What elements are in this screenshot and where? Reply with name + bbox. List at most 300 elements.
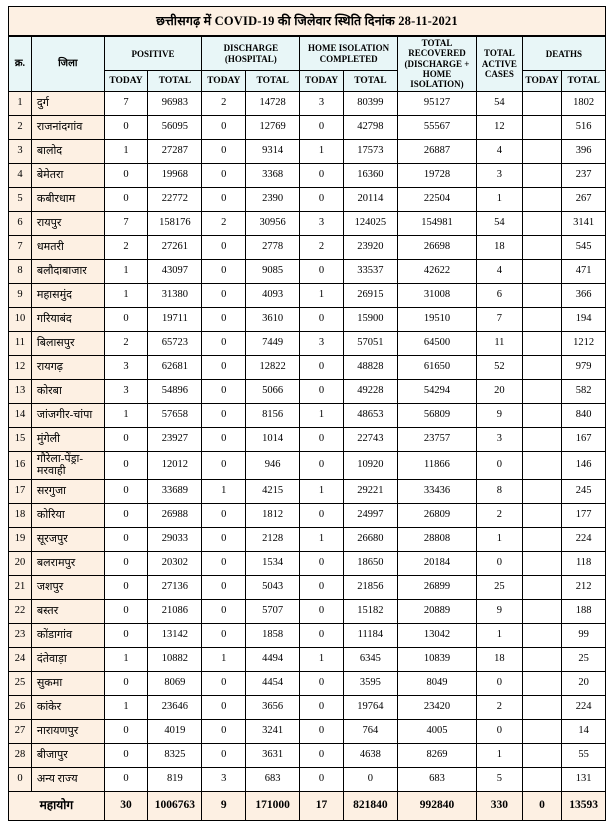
row-active: 1 [477, 187, 523, 211]
row-recovered: 4005 [397, 720, 476, 744]
row-discharge-total: 30956 [246, 211, 300, 235]
row-home-today: 0 [300, 355, 344, 379]
row-positive-total: 21086 [148, 600, 202, 624]
row-recovered: 23757 [397, 427, 476, 451]
row-active: 54 [477, 211, 523, 235]
row-deaths-total: 99 [562, 624, 606, 648]
row-discharge-total: 14728 [246, 91, 300, 115]
row-recovered: 26698 [397, 235, 476, 259]
row-home-today: 0 [300, 768, 344, 792]
row-recovered: 20889 [397, 600, 476, 624]
row-positive-total: 56095 [148, 115, 202, 139]
grand-total-discharge-total: 171000 [246, 792, 300, 821]
row-discharge-today: 0 [202, 403, 246, 427]
row-discharge-today: 0 [202, 552, 246, 576]
row-home-today: 1 [300, 528, 344, 552]
row-positive-today: 0 [104, 576, 148, 600]
row-discharge-today: 1 [202, 648, 246, 672]
row-deaths-total: 979 [562, 355, 606, 379]
row-sr: 9 [9, 283, 32, 307]
row-sr: 24 [9, 648, 32, 672]
row-sr: 13 [9, 379, 32, 403]
header-sr: क्र. [9, 37, 32, 92]
row-deaths-today [522, 91, 562, 115]
row-home-today: 1 [300, 403, 344, 427]
header-positive-today: TODAY [104, 71, 148, 91]
table-row [9, 307, 606, 331]
row-home-total: 16360 [343, 163, 397, 187]
row-deaths-total: 3141 [562, 211, 606, 235]
row-positive-today: 1 [104, 259, 148, 283]
row-positive-today: 0 [104, 600, 148, 624]
table-row [9, 504, 606, 528]
row-home-total: 19764 [343, 696, 397, 720]
row-discharge-total: 4093 [246, 283, 300, 307]
row-discharge-today: 2 [202, 91, 246, 115]
row-deaths-total: 25 [562, 648, 606, 672]
row-deaths-total: 545 [562, 235, 606, 259]
row-discharge-total: 2390 [246, 187, 300, 211]
row-recovered: 20184 [397, 552, 476, 576]
row-home-today: 0 [300, 379, 344, 403]
row-home-today: 0 [300, 624, 344, 648]
row-home-total: 4638 [343, 744, 397, 768]
row-deaths-total: 267 [562, 187, 606, 211]
row-discharge-total: 12769 [246, 115, 300, 139]
table-row [9, 451, 606, 479]
table-row [9, 379, 606, 403]
row-discharge-today: 0 [202, 115, 246, 139]
row-home-total: 17573 [343, 139, 397, 163]
row-active: 12 [477, 115, 523, 139]
row-sr: 6 [9, 211, 32, 235]
table-row [9, 576, 606, 600]
row-district: बेमेतरा [31, 163, 104, 187]
header-positive-total: TOTAL [148, 71, 202, 91]
row-deaths-today [522, 283, 562, 307]
row-positive-total: 26988 [148, 504, 202, 528]
row-deaths-today [522, 139, 562, 163]
row-recovered: 26899 [397, 576, 476, 600]
row-discharge-today: 0 [202, 696, 246, 720]
header-total-active: TOTAL ACTIVE CASES [477, 37, 523, 92]
grand-total-recovered: 992840 [397, 792, 476, 821]
row-district: जांजगीर-चांपा [31, 403, 104, 427]
row-district: सरगुजा [31, 480, 104, 504]
row-positive-total: 23646 [148, 696, 202, 720]
row-deaths-total: 194 [562, 307, 606, 331]
row-deaths-total: 366 [562, 283, 606, 307]
page-title: छत्तीसगढ़ में COVID-19 की जिलेवार स्थिति दिनांक 28-11-2021 [8, 6, 606, 36]
grand-total-discharge-today: 9 [202, 792, 246, 821]
row-district: गौरेला-पेंड्रा-मरवाही [31, 451, 104, 479]
row-home-today: 0 [300, 600, 344, 624]
row-district: बिलासपुर [31, 331, 104, 355]
row-discharge-today: 0 [202, 379, 246, 403]
row-district: बस्तर [31, 600, 104, 624]
row-recovered: 23420 [397, 696, 476, 720]
row-recovered: 683 [397, 768, 476, 792]
row-deaths-total: 396 [562, 139, 606, 163]
row-home-today: 0 [300, 672, 344, 696]
row-deaths-total: 212 [562, 576, 606, 600]
row-active: 3 [477, 163, 523, 187]
row-recovered: 54294 [397, 379, 476, 403]
row-active: 5 [477, 768, 523, 792]
row-sr: 14 [9, 403, 32, 427]
row-home-total: 49228 [343, 379, 397, 403]
grand-total-label: महायोग [9, 792, 105, 821]
row-deaths-today [522, 187, 562, 211]
row-discharge-total: 7449 [246, 331, 300, 355]
row-recovered: 64500 [397, 331, 476, 355]
row-discharge-total: 5066 [246, 379, 300, 403]
row-district: सूरजपुर [31, 528, 104, 552]
row-home-total: 26915 [343, 283, 397, 307]
row-sr: 19 [9, 528, 32, 552]
row-positive-total: 54896 [148, 379, 202, 403]
row-discharge-total: 4494 [246, 648, 300, 672]
row-deaths-total: 582 [562, 379, 606, 403]
row-deaths-today [522, 331, 562, 355]
row-deaths-total: 1212 [562, 331, 606, 355]
row-deaths-total: 224 [562, 528, 606, 552]
table-foot [9, 792, 606, 821]
row-sr: 23 [9, 624, 32, 648]
row-positive-total: 158176 [148, 211, 202, 235]
row-home-today: 0 [300, 720, 344, 744]
row-positive-total: 31380 [148, 283, 202, 307]
row-deaths-today [522, 624, 562, 648]
row-discharge-total: 4215 [246, 480, 300, 504]
row-discharge-today: 0 [202, 528, 246, 552]
row-district: कांकेर [31, 696, 104, 720]
row-recovered: 28808 [397, 528, 476, 552]
row-recovered: 31008 [397, 283, 476, 307]
row-recovered: 95127 [397, 91, 476, 115]
row-discharge-today: 3 [202, 768, 246, 792]
row-sr: 18 [9, 504, 32, 528]
table-row [9, 528, 606, 552]
row-discharge-today: 0 [202, 259, 246, 283]
row-deaths-today [522, 576, 562, 600]
row-active: 18 [477, 235, 523, 259]
row-active: 4 [477, 259, 523, 283]
table-row [9, 259, 606, 283]
row-discharge-today: 0 [202, 672, 246, 696]
row-home-total: 764 [343, 720, 397, 744]
row-sr: 7 [9, 235, 32, 259]
row-home-total: 0 [343, 768, 397, 792]
row-sr: 27 [9, 720, 32, 744]
row-home-today: 0 [300, 504, 344, 528]
grand-total-row [9, 792, 606, 821]
row-deaths-total: 224 [562, 696, 606, 720]
row-district: गरियाबंद [31, 307, 104, 331]
row-home-total: 3595 [343, 672, 397, 696]
row-positive-total: 29033 [148, 528, 202, 552]
row-deaths-total: 55 [562, 744, 606, 768]
row-deaths-today [522, 307, 562, 331]
row-discharge-today: 0 [202, 331, 246, 355]
row-deaths-total: 146 [562, 451, 606, 479]
row-positive-total: 13142 [148, 624, 202, 648]
row-active: 11 [477, 331, 523, 355]
row-deaths-total: 516 [562, 115, 606, 139]
row-recovered: 154981 [397, 211, 476, 235]
row-deaths-today [522, 403, 562, 427]
row-positive-today: 0 [104, 115, 148, 139]
row-deaths-total: 840 [562, 403, 606, 427]
grand-total-deaths-total: 13593 [562, 792, 606, 821]
row-sr: 12 [9, 355, 32, 379]
row-home-today: 0 [300, 307, 344, 331]
header-discharge-today: TODAY [202, 71, 246, 91]
header-home-isolation-main: HOME ISOLATION [308, 43, 390, 54]
table-row [9, 768, 606, 792]
row-deaths-today [522, 528, 562, 552]
row-active: 1 [477, 744, 523, 768]
table-row [9, 624, 606, 648]
row-positive-today: 1 [104, 139, 148, 163]
row-home-total: 11184 [343, 624, 397, 648]
row-district: नारायणपुर [31, 720, 104, 744]
row-district: रायपुर [31, 211, 104, 235]
row-positive-total: 19968 [148, 163, 202, 187]
row-positive-today: 0 [104, 427, 148, 451]
row-discharge-today: 0 [202, 139, 246, 163]
row-recovered: 56809 [397, 403, 476, 427]
row-home-today: 0 [300, 744, 344, 768]
row-district: बलरामपुर [31, 552, 104, 576]
row-discharge-total: 2128 [246, 528, 300, 552]
row-district: दंतेवाड़ा [31, 648, 104, 672]
header-discharge-sub: (HOSPITAL) [224, 53, 277, 64]
row-positive-today: 1 [104, 283, 148, 307]
row-recovered: 11866 [397, 451, 476, 479]
header-home-isolation [300, 37, 398, 71]
row-positive-today: 0 [104, 451, 148, 479]
row-deaths-today [522, 648, 562, 672]
row-district: कोरबा [31, 379, 104, 403]
row-positive-total: 27261 [148, 235, 202, 259]
row-home-today: 1 [300, 139, 344, 163]
row-home-today: 3 [300, 331, 344, 355]
row-deaths-total: 1802 [562, 91, 606, 115]
covid-district-table [8, 36, 606, 821]
row-positive-total: 43097 [148, 259, 202, 283]
row-discharge-today: 0 [202, 451, 246, 479]
row-discharge-total: 3631 [246, 744, 300, 768]
row-positive-total: 23927 [148, 427, 202, 451]
row-active: 0 [477, 552, 523, 576]
table-row [9, 283, 606, 307]
row-positive-today: 1 [104, 648, 148, 672]
row-sr: 28 [9, 744, 32, 768]
row-positive-today: 0 [104, 480, 148, 504]
row-sr: 5 [9, 187, 32, 211]
table-row [9, 91, 606, 115]
row-discharge-total: 946 [246, 451, 300, 479]
row-home-total: 48828 [343, 355, 397, 379]
row-district: अन्य राज्य [31, 768, 104, 792]
row-deaths-today [522, 427, 562, 451]
row-home-today: 0 [300, 187, 344, 211]
row-positive-total: 96983 [148, 91, 202, 115]
row-positive-today: 0 [104, 504, 148, 528]
row-sr: 25 [9, 672, 32, 696]
grand-total-positive-total: 1006763 [148, 792, 202, 821]
header-home-today: TODAY [300, 71, 344, 91]
row-active: 0 [477, 672, 523, 696]
row-recovered: 26887 [397, 139, 476, 163]
row-home-today: 0 [300, 115, 344, 139]
row-home-total: 21856 [343, 576, 397, 600]
row-positive-total: 65723 [148, 331, 202, 355]
header-row-group [9, 37, 606, 71]
row-home-total: 80399 [343, 91, 397, 115]
row-discharge-total: 3610 [246, 307, 300, 331]
row-positive-total: 57658 [148, 403, 202, 427]
row-home-today: 1 [300, 480, 344, 504]
row-district: धमतरी [31, 235, 104, 259]
row-home-today: 0 [300, 451, 344, 479]
table-row [9, 600, 606, 624]
table-row [9, 211, 606, 235]
row-positive-today: 1 [104, 696, 148, 720]
row-district: रायगढ़ [31, 355, 104, 379]
row-discharge-today: 0 [202, 744, 246, 768]
row-discharge-total: 3656 [246, 696, 300, 720]
header-district: जिला [31, 37, 104, 92]
row-sr: 11 [9, 331, 32, 355]
table-row [9, 115, 606, 139]
row-discharge-total: 1812 [246, 504, 300, 528]
row-home-total: 6345 [343, 648, 397, 672]
row-discharge-today: 0 [202, 576, 246, 600]
row-positive-today: 7 [104, 91, 148, 115]
row-active: 52 [477, 355, 523, 379]
row-discharge-today: 0 [202, 624, 246, 648]
row-discharge-total: 5043 [246, 576, 300, 600]
row-sr: 1 [9, 91, 32, 115]
row-discharge-total: 12822 [246, 355, 300, 379]
table-row [9, 480, 606, 504]
row-district: बालोद [31, 139, 104, 163]
row-sr: 0 [9, 768, 32, 792]
row-home-total: 124025 [343, 211, 397, 235]
row-home-total: 42798 [343, 115, 397, 139]
grand-total-positive-today: 30 [104, 792, 148, 821]
grand-total-deaths-today: 0 [522, 792, 562, 821]
row-positive-today: 0 [104, 720, 148, 744]
row-district: बीजापुर [31, 744, 104, 768]
row-active: 25 [477, 576, 523, 600]
row-recovered: 19510 [397, 307, 476, 331]
row-deaths-today [522, 720, 562, 744]
row-positive-today: 3 [104, 379, 148, 403]
row-discharge-total: 1858 [246, 624, 300, 648]
header-home-isolation-sub: COMPLETED [319, 53, 378, 64]
row-deaths-today [522, 355, 562, 379]
row-positive-total: 62681 [148, 355, 202, 379]
row-district: कोंडागांव [31, 624, 104, 648]
row-home-today: 0 [300, 576, 344, 600]
table-row [9, 427, 606, 451]
row-home-today: 0 [300, 552, 344, 576]
row-home-today: 1 [300, 648, 344, 672]
row-active: 9 [477, 600, 523, 624]
row-discharge-today: 0 [202, 307, 246, 331]
row-home-total: 15182 [343, 600, 397, 624]
row-deaths-today [522, 259, 562, 283]
row-discharge-today: 0 [202, 600, 246, 624]
row-discharge-today: 0 [202, 163, 246, 187]
table-row [9, 672, 606, 696]
row-active: 1 [477, 624, 523, 648]
row-positive-today: 0 [104, 672, 148, 696]
row-district: कोरिया [31, 504, 104, 528]
row-deaths-today [522, 552, 562, 576]
row-active: 3 [477, 427, 523, 451]
row-district: बलौदाबाजार [31, 259, 104, 283]
row-recovered: 55567 [397, 115, 476, 139]
row-home-today: 0 [300, 259, 344, 283]
row-sr: 22 [9, 600, 32, 624]
table-row [9, 163, 606, 187]
row-discharge-total: 3368 [246, 163, 300, 187]
row-deaths-today [522, 235, 562, 259]
row-active: 4 [477, 139, 523, 163]
row-home-total: 20114 [343, 187, 397, 211]
header-home-total: TOTAL [343, 71, 397, 91]
table-row [9, 187, 606, 211]
row-home-today: 3 [300, 91, 344, 115]
header-discharge-main: DISCHARGE [223, 43, 279, 54]
row-sr: 17 [9, 480, 32, 504]
row-recovered: 8269 [397, 744, 476, 768]
row-active: 8 [477, 480, 523, 504]
table-row [9, 696, 606, 720]
header-positive: POSITIVE [104, 37, 202, 71]
row-deaths-total: 167 [562, 427, 606, 451]
row-home-total: 23920 [343, 235, 397, 259]
row-active: 1 [477, 528, 523, 552]
row-discharge-today: 0 [202, 720, 246, 744]
row-home-today: 3 [300, 211, 344, 235]
row-discharge-total: 2778 [246, 235, 300, 259]
row-deaths-total: 237 [562, 163, 606, 187]
row-discharge-total: 1014 [246, 427, 300, 451]
row-home-today: 1 [300, 283, 344, 307]
row-home-today: 0 [300, 696, 344, 720]
row-discharge-today: 0 [202, 427, 246, 451]
row-discharge-today: 1 [202, 480, 246, 504]
row-positive-total: 10882 [148, 648, 202, 672]
row-home-total: 18650 [343, 552, 397, 576]
row-district: महासमुंद [31, 283, 104, 307]
row-positive-today: 0 [104, 624, 148, 648]
header-discharge [202, 37, 300, 71]
row-sr: 3 [9, 139, 32, 163]
header-deaths: DEATHS [522, 37, 605, 71]
row-active: 2 [477, 504, 523, 528]
row-active: 0 [477, 451, 523, 479]
row-district: सुकमा [31, 672, 104, 696]
table-row [9, 720, 606, 744]
grand-total-active: 330 [477, 792, 523, 821]
row-sr: 16 [9, 451, 32, 479]
